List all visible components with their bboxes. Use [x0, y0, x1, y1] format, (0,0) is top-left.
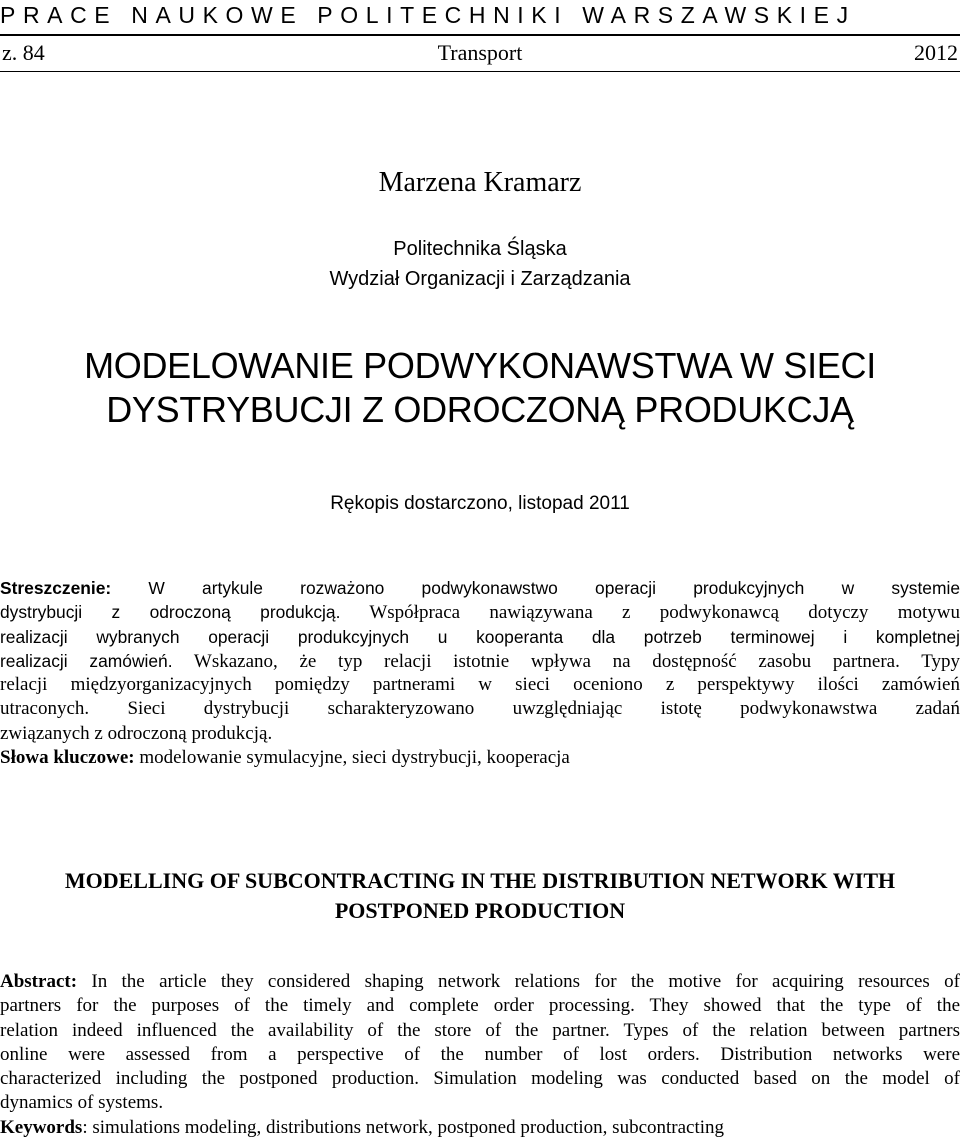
- author-name: Marzena Kramarz: [378, 167, 582, 198]
- affiliation: [0, 234, 960, 294]
- abstract-english-line: partners for the purposes of the timely and complete order processing. They showed that the type of the: [0, 995, 960, 1017]
- abstract-polish-line: utraconych. Sieci dystrybucji scharakteryzowano uwzględniając istotę podwykonawstwa zadań: [0, 698, 960, 720]
- abstract-english: [0, 970, 960, 1140]
- title-polish-line2: DYSTRYBUCJI Z ODROCZONĄ PRODUKCJĄ: [106, 389, 854, 430]
- abstract-polish-line: dystrybucji z odroczoną produkcją. Współpraca nawiązywana z podwykonawcą dotyczy motywu: [0, 602, 960, 624]
- title-polish-line1: MODELOWANIE PODWYKONAWSTWA W SIECI: [84, 345, 876, 386]
- abstract-polish: [0, 576, 960, 770]
- title-english: [0, 866, 960, 926]
- abstract-polish-line: związanych z odroczoną produkcją.: [0, 722, 273, 744]
- keywords-english-label: Keywords: [0, 1116, 83, 1138]
- university: Politechnika Śląska: [393, 238, 567, 260]
- journal-name: PRACE NAUKOWE POLITECHNIKI WARSZAWSKIEJ: [0, 2, 856, 28]
- keywords-polish: Słowa kluczowe: modelowanie symulacyjne, sieci dystrybucji, kooperacja: [0, 747, 570, 769]
- abstract-polish-line: Streszczenie: W artykule rozważono podwykonawstwo operacji produkcyjnych w systemie: [0, 578, 960, 598]
- abstract-english-label: Abstract:: [0, 971, 78, 992]
- abstract-english-line: dynamics of systems.: [0, 1092, 164, 1114]
- abstract-english-line: relation indeed influenced the availability of the store of the partner. Types of the relation between partners: [0, 1019, 960, 1041]
- header-rule-bottom: [0, 71, 960, 72]
- abstract-english-line: online were assessed from a perspective of the number of lost orders. Distribution networks were: [0, 1043, 960, 1065]
- received-date: Rękopis dostarczono, listopad 2011: [330, 493, 630, 514]
- title-polish: [0, 344, 960, 432]
- abstract-polish-line: relacji międzyorganizacyjnych pomiędzy partnerami w sieci oceniono z perspektywy ilości zamówień: [0, 674, 960, 696]
- faculty: Wydział Organizacji i Zarządzania: [329, 268, 631, 290]
- title-english-line1: MODELLING OF SUBCONTRACTING IN THE DISTRIBUTION NETWORK WITH: [64, 868, 896, 893]
- abstract-polish-line: realizacji zamówień. Wskazano, że typ relacji istotnie wpływa na dostępność zasobu partnera. Typy: [0, 650, 960, 672]
- abstract-english-line: Abstract: In the article they considered shaping network relations for the motive for acquiring resources of: [0, 971, 960, 992]
- header-rule: [0, 34, 960, 36]
- series-name: Transport: [437, 40, 523, 65]
- abstract-english-line: characterized including the postponed production. Simulation modeling was conducted based on the model of: [0, 1068, 960, 1090]
- keywords-polish-label: Słowa kluczowe:: [0, 747, 135, 769]
- title-english-line2: POSTPONED PRODUCTION: [334, 898, 626, 923]
- abstract-polish-label: Streszczenie:: [0, 578, 112, 598]
- year: 2012: [914, 40, 958, 65]
- keywords-english: Keywords: simulations modeling, distributions network, postponed production, subcontracting: [0, 1116, 725, 1138]
- issue-number: z. 84: [2, 40, 45, 65]
- header-row: [0, 40, 960, 66]
- abstract-polish-line: realizacji wybranych operacji produkcyjnych u kooperanta dla potrzeb terminowej i kompletnej: [0, 626, 960, 647]
